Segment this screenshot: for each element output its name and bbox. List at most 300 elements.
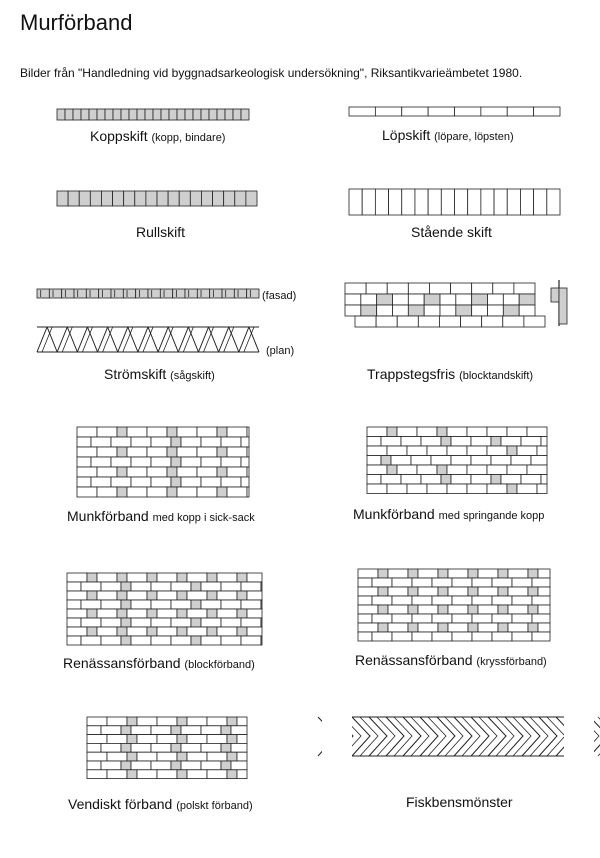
frieze-header xyxy=(456,305,472,316)
stretcher-brick xyxy=(151,636,171,645)
stretcher-brick xyxy=(77,487,97,497)
stretcher-brick xyxy=(87,761,101,770)
fiskbensmonster-figure xyxy=(352,716,564,758)
stretcher-brick xyxy=(448,623,468,632)
stretcher-brick xyxy=(197,467,217,477)
stretcher-brick xyxy=(81,600,101,609)
stretcher-brick xyxy=(131,582,151,591)
frieze-brick xyxy=(488,294,504,305)
dogtooth-brick xyxy=(111,289,123,298)
header-brick xyxy=(468,587,478,596)
stretcher-brick xyxy=(417,427,437,437)
stretcher-brick xyxy=(471,456,491,466)
stretcher-brick xyxy=(77,477,91,487)
stretcher-brick xyxy=(177,467,197,477)
stretcher-brick xyxy=(177,487,197,497)
stretcher-brick xyxy=(421,475,441,485)
header-brick xyxy=(491,437,501,447)
stretcher-brick xyxy=(127,591,147,600)
header-brick xyxy=(177,109,185,120)
stretcher-brick xyxy=(247,467,249,477)
stretcher-brick xyxy=(201,477,221,487)
soldier-brick xyxy=(534,189,547,215)
stretcher-brick xyxy=(237,717,247,726)
stretcher-brick xyxy=(487,484,507,494)
stretcher-brick xyxy=(538,587,550,596)
stretcher-brick xyxy=(217,627,237,636)
header-brick xyxy=(167,427,177,437)
stretcher-brick xyxy=(367,465,387,475)
stretcher-brick xyxy=(247,487,249,497)
stretcher-brick xyxy=(472,614,492,623)
stretcher-brick xyxy=(432,596,452,605)
stretcher-brick xyxy=(207,770,227,779)
stretcher-brick xyxy=(87,770,107,779)
frieze-header xyxy=(408,305,424,316)
header-brick xyxy=(528,623,538,632)
frieze-brick xyxy=(488,305,504,316)
stretcher-brick xyxy=(397,427,417,437)
stretcher-brick xyxy=(447,465,467,475)
caption-rullskift: Rullskift xyxy=(136,224,186,240)
frieze-header xyxy=(424,294,440,305)
rowlock-brick xyxy=(213,191,224,206)
stretcher-brick xyxy=(221,457,241,467)
stretcher-brick xyxy=(541,437,547,447)
header-brick xyxy=(117,627,127,636)
stretcher-brick xyxy=(538,623,550,632)
stretcher-brick xyxy=(367,456,381,466)
plan-zig xyxy=(37,327,47,352)
header-brick xyxy=(201,109,209,120)
stretcher-brick xyxy=(171,618,191,627)
header-brick xyxy=(171,477,181,487)
frieze-stretcher xyxy=(439,316,460,327)
stromskift-plan-figure xyxy=(37,326,259,354)
stretcher-brick xyxy=(201,582,221,591)
stretcher-brick xyxy=(127,573,147,582)
band-mask-right xyxy=(564,714,594,758)
dogtooth-brick xyxy=(247,289,259,298)
caption-trappstegsfris: Trappstegsfris (blocktandskift) xyxy=(367,366,534,382)
stretcher-brick xyxy=(241,636,261,645)
rowlock-brick xyxy=(101,191,112,206)
frieze-brick xyxy=(519,305,535,316)
lopskift-figure xyxy=(349,106,560,118)
stretcher-brick xyxy=(107,735,127,744)
header-brick xyxy=(73,109,81,120)
soldier-brick xyxy=(520,189,533,215)
stretcher-brick xyxy=(407,446,427,456)
header-brick xyxy=(437,427,447,437)
stretcher-brick xyxy=(452,578,472,587)
stretcher-brick xyxy=(127,609,147,618)
frieze-brick xyxy=(361,294,377,305)
header-brick xyxy=(129,109,137,120)
stretcher-brick xyxy=(418,587,438,596)
dogtooth-brick xyxy=(86,289,98,298)
header-brick xyxy=(191,600,201,609)
header-brick xyxy=(117,427,127,437)
stretcher-brick xyxy=(358,623,378,632)
stretcher-brick xyxy=(87,726,101,735)
stretcher-brick xyxy=(201,636,221,645)
stretcher-brick xyxy=(512,596,532,605)
stretcher-brick xyxy=(201,600,221,609)
stretcher-brick xyxy=(151,618,171,627)
stretcher-brick xyxy=(181,477,201,487)
stretcher-brick xyxy=(101,636,121,645)
stretcher-brick xyxy=(97,447,117,457)
header-brick xyxy=(225,109,233,120)
header-brick xyxy=(177,735,187,744)
stretcher-brick xyxy=(358,578,372,587)
stretcher-brick xyxy=(97,573,117,582)
soldier-brick xyxy=(494,189,507,215)
stretcher-brick xyxy=(472,578,492,587)
stretcher-brick xyxy=(221,477,241,487)
header-brick xyxy=(89,109,97,120)
stretcher-brick xyxy=(111,477,131,487)
stretcher-brick xyxy=(127,627,147,636)
source-note: Bilder från "Handledning vid byggnadsarkeologisk undersökning", Riksantikvarieämbetet 1980. xyxy=(20,66,523,80)
stromskift-fasad-figure xyxy=(37,288,259,300)
stretcher-brick xyxy=(147,487,167,497)
section-wall xyxy=(559,288,567,324)
stretcher-brick xyxy=(447,427,467,437)
header-brick xyxy=(121,743,131,752)
stretcher-brick xyxy=(358,605,378,614)
stretcher-brick xyxy=(187,735,207,744)
header-brick xyxy=(121,761,131,770)
header-brick xyxy=(171,437,181,447)
header-brick xyxy=(378,605,388,614)
stretcher-brick xyxy=(137,770,157,779)
frieze-brick xyxy=(393,305,409,316)
header-brick xyxy=(65,109,73,120)
plan-zig xyxy=(198,327,208,352)
stretcher-brick xyxy=(388,569,408,578)
stretcher-brick xyxy=(412,596,432,605)
stretcher-brick xyxy=(472,632,492,641)
stretcher-brick xyxy=(532,596,550,605)
header-brick xyxy=(127,735,137,744)
header-brick xyxy=(438,623,448,632)
stretcher-brick xyxy=(217,573,237,582)
stretcher-brick xyxy=(358,632,372,641)
frieze-stretcher xyxy=(493,283,514,294)
stretcher-brick xyxy=(402,107,428,116)
stretcher-brick xyxy=(427,484,447,494)
stretcher-brick xyxy=(67,627,87,636)
stretcher-brick xyxy=(87,735,107,744)
frieze-stretcher xyxy=(482,316,503,327)
stretcher-brick xyxy=(201,437,221,447)
header-brick xyxy=(97,109,105,120)
stretcher-brick xyxy=(97,591,117,600)
stretcher-brick xyxy=(478,569,498,578)
plan-brick-edge xyxy=(224,327,234,352)
header-brick xyxy=(507,484,517,494)
stretcher-brick xyxy=(447,446,467,456)
plan-zag xyxy=(249,327,259,352)
stretcher-brick xyxy=(532,578,550,587)
plan-zag xyxy=(87,327,97,352)
plan-zig xyxy=(138,327,148,352)
stretcher-brick xyxy=(131,743,151,752)
stretcher-brick xyxy=(67,609,87,618)
header-brick xyxy=(207,591,217,600)
soldier-brick xyxy=(389,189,402,215)
stretcher-brick xyxy=(358,587,378,596)
header-brick xyxy=(438,569,448,578)
header-brick xyxy=(441,475,451,485)
stretcher-brick xyxy=(247,609,262,618)
stretcher-brick xyxy=(107,717,127,726)
stretcher-brick xyxy=(101,618,121,627)
rowlock-brick xyxy=(157,191,168,206)
stretcher-brick xyxy=(227,487,247,497)
caption-munk-sicksack: Munkförband med kopp i sick-sack xyxy=(67,508,255,524)
stretcher-brick xyxy=(401,437,421,447)
renassans-block-figure xyxy=(67,572,262,644)
stretcher-brick xyxy=(412,632,432,641)
stretcher-brick xyxy=(517,484,537,494)
stretcher-brick xyxy=(512,632,532,641)
stretcher-brick xyxy=(367,437,381,447)
soldier-brick xyxy=(402,189,415,215)
stretcher-brick xyxy=(358,596,372,605)
plan-zag xyxy=(188,327,198,352)
stretcher-brick xyxy=(541,475,547,485)
plan-brick-edge xyxy=(143,327,153,352)
soldier-brick xyxy=(455,189,468,215)
stretcher-brick xyxy=(127,447,147,457)
stretcher-brick xyxy=(207,752,227,761)
stretcher-brick xyxy=(151,600,171,609)
header-brick xyxy=(57,109,65,120)
header-brick xyxy=(171,726,181,735)
frieze-brick xyxy=(472,305,488,316)
header-brick xyxy=(167,487,177,497)
stretcher-brick xyxy=(181,761,201,770)
frieze-brick xyxy=(456,294,472,305)
stretcher-brick xyxy=(97,627,117,636)
header-brick xyxy=(171,457,181,467)
header-brick xyxy=(408,569,418,578)
stretcher-brick xyxy=(358,569,378,578)
stretcher-brick xyxy=(537,484,547,494)
header-brick xyxy=(113,109,121,120)
stretcher-brick xyxy=(177,447,197,457)
stretcher-brick xyxy=(487,465,507,475)
header-brick xyxy=(147,573,157,582)
stretcher-brick xyxy=(367,484,387,494)
stretcher-brick xyxy=(391,456,411,466)
stretcher-brick xyxy=(392,596,412,605)
stretcher-brick xyxy=(508,569,528,578)
plan-brick-edge xyxy=(183,327,193,352)
stretcher-brick xyxy=(201,743,221,752)
stretcher-brick xyxy=(221,600,241,609)
header-brick xyxy=(127,770,137,779)
stretcher-brick xyxy=(157,627,177,636)
header-brick xyxy=(221,743,231,752)
stretcher-brick xyxy=(207,717,227,726)
stretcher-brick xyxy=(367,446,387,456)
plan-zig xyxy=(158,327,168,352)
stretcher-brick xyxy=(538,605,550,614)
stretcher-brick xyxy=(397,465,417,475)
stretcher-brick xyxy=(512,614,532,623)
stretcher-brick xyxy=(171,600,191,609)
stretcher-brick xyxy=(201,761,221,770)
stretcher-brick xyxy=(241,477,249,487)
stretcher-brick xyxy=(147,427,167,437)
header-brick xyxy=(241,109,249,120)
stretcher-brick xyxy=(131,761,151,770)
stretcher-brick xyxy=(492,578,512,587)
header-brick xyxy=(121,582,131,591)
stretcher-brick xyxy=(508,623,528,632)
rowlock-brick xyxy=(79,191,90,206)
header-brick xyxy=(171,743,181,752)
header-brick xyxy=(117,487,127,497)
frieze-brick xyxy=(408,294,424,305)
dogtooth-brick xyxy=(160,289,172,298)
header-brick xyxy=(468,569,478,578)
header-brick xyxy=(191,618,201,627)
header-brick xyxy=(121,109,129,120)
stretcher-brick xyxy=(177,427,197,437)
stretcher-brick xyxy=(77,457,91,467)
soldier-brick xyxy=(441,189,454,215)
stretcher-brick xyxy=(67,600,81,609)
header-brick xyxy=(378,569,388,578)
stretcher-brick xyxy=(201,457,221,467)
header-brick xyxy=(191,582,201,591)
header-brick xyxy=(528,569,538,578)
stretcher-brick xyxy=(367,475,381,485)
stretcher-brick xyxy=(101,726,121,735)
stretcher-brick xyxy=(221,582,241,591)
stretcher-brick xyxy=(81,618,101,627)
stretcher-brick xyxy=(511,456,531,466)
stretcher-brick xyxy=(427,446,447,456)
caption-renassans-block: Renässansförband (blockförband) xyxy=(63,655,255,671)
stretcher-brick xyxy=(227,467,247,477)
header-brick xyxy=(127,752,137,761)
plan-zag xyxy=(148,327,158,352)
stretcher-brick xyxy=(431,456,451,466)
frieze-brick xyxy=(377,305,393,316)
stretcher-brick xyxy=(187,573,207,582)
stretcher-brick xyxy=(247,573,262,582)
plan-zag xyxy=(209,327,219,352)
stretcher-brick xyxy=(91,477,111,487)
stretcher-brick xyxy=(197,487,217,497)
stretcher-brick xyxy=(387,484,407,494)
stretcher-brick xyxy=(501,437,521,447)
stretcher-brick xyxy=(492,596,512,605)
header-brick xyxy=(207,609,217,618)
rowlock-brick xyxy=(224,191,235,206)
stretcher-brick xyxy=(241,600,261,609)
stretcher-brick xyxy=(448,587,468,596)
frieze-brick xyxy=(393,294,409,305)
header-brick xyxy=(441,437,451,447)
stretcher-brick xyxy=(231,743,247,752)
frieze-stretcher xyxy=(461,316,482,327)
stretcher-brick xyxy=(171,636,191,645)
frieze-brick xyxy=(345,294,361,305)
header-brick xyxy=(261,582,262,591)
stretcher-brick xyxy=(381,437,401,447)
stretcher-brick xyxy=(181,726,201,735)
stretcher-brick xyxy=(151,726,171,735)
stretcher-brick xyxy=(367,427,387,437)
stretcher-brick xyxy=(531,456,547,466)
frieze-stretcher xyxy=(418,316,439,327)
stretcher-brick xyxy=(221,636,241,645)
header-brick xyxy=(378,623,388,632)
stretcher-brick xyxy=(478,587,498,596)
stretcher-brick xyxy=(221,618,241,627)
stretcher-brick xyxy=(247,627,262,636)
header-brick xyxy=(121,600,131,609)
header-brick xyxy=(117,609,127,618)
soldier-brick xyxy=(415,189,428,215)
dogtooth-brick xyxy=(62,289,74,298)
dogtooth-brick xyxy=(173,289,185,298)
header-brick xyxy=(408,605,418,614)
stretcher-brick xyxy=(187,717,207,726)
header-brick xyxy=(387,465,397,475)
stretcher-brick xyxy=(508,587,528,596)
plan-brick-edge xyxy=(103,327,113,352)
plan-brick-edge xyxy=(42,327,52,352)
stretcher-brick xyxy=(452,632,472,641)
header-brick xyxy=(237,609,247,618)
stretcher-brick xyxy=(412,578,432,587)
frieze-header xyxy=(503,305,519,316)
stretcher-brick xyxy=(127,427,147,437)
trappstegsfris-figure xyxy=(345,280,570,326)
stretcher-brick xyxy=(137,735,157,744)
soldier-brick xyxy=(547,189,560,215)
stretcher-brick xyxy=(538,569,550,578)
stretcher-brick xyxy=(501,475,521,485)
rowlock-brick xyxy=(113,191,124,206)
header-brick xyxy=(528,605,538,614)
stretcher-brick xyxy=(241,582,261,591)
plan-zig xyxy=(178,327,188,352)
stretcher-brick xyxy=(111,457,131,467)
caption-munk-springande: Munkförband med springande kopp xyxy=(353,506,545,522)
frieze-stretcher xyxy=(345,283,366,294)
rowlock-brick xyxy=(124,191,135,206)
header-brick xyxy=(169,109,177,120)
frieze-stretcher xyxy=(429,283,450,294)
dogtooth-brick xyxy=(234,289,246,298)
header-brick xyxy=(117,467,127,477)
stretcher-brick xyxy=(231,761,247,770)
stretcher-brick xyxy=(432,632,452,641)
stretcher-brick xyxy=(492,614,512,623)
header-brick xyxy=(498,605,508,614)
header-brick xyxy=(145,109,153,120)
header-brick xyxy=(87,609,97,618)
